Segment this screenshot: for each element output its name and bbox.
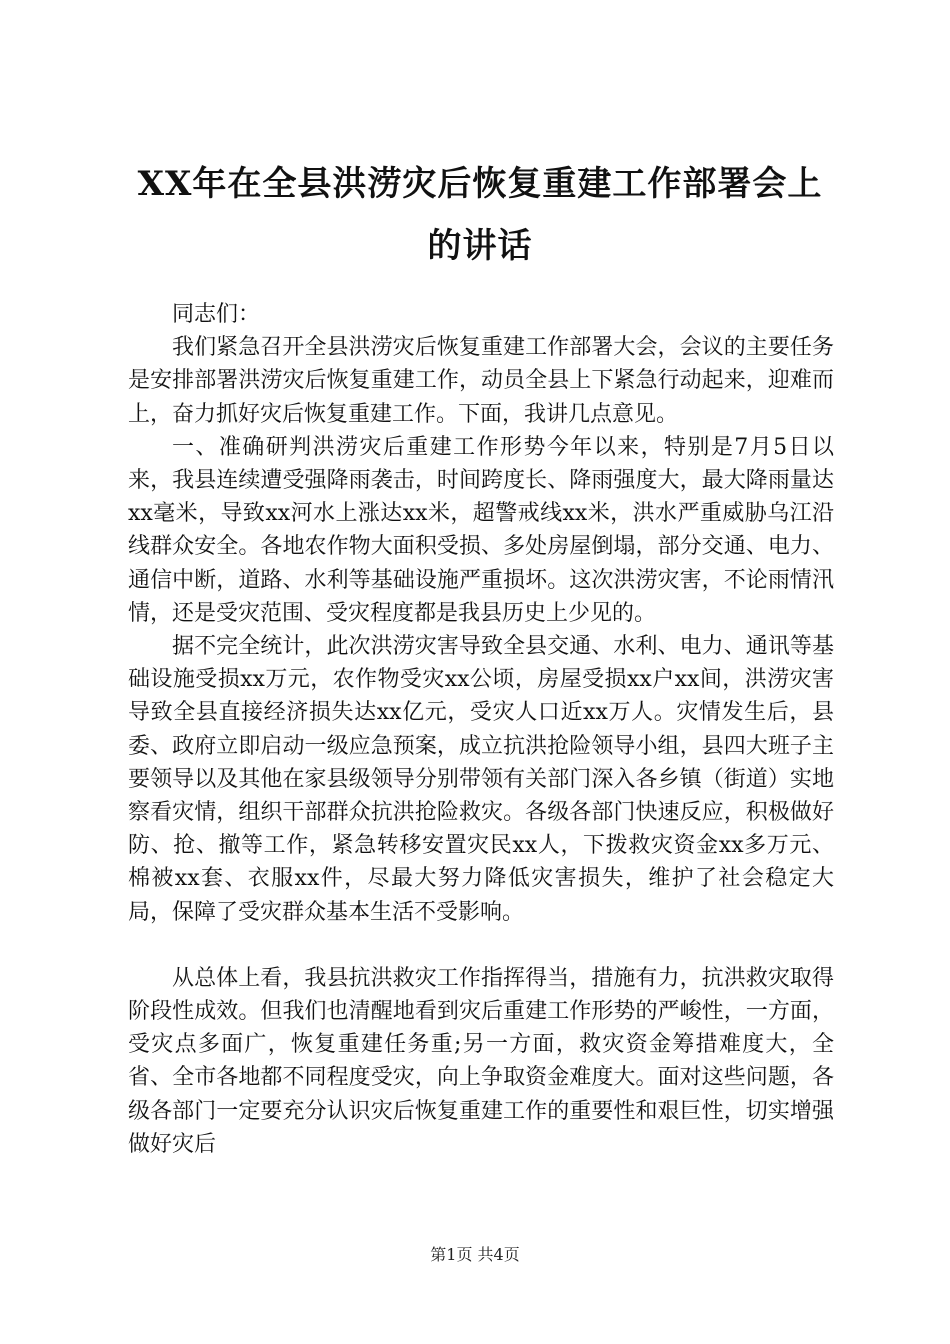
document-title-line-2: 的讲话 xyxy=(427,226,533,266)
document-title-line-1: XX年在全县洪涝灾后恢复重建工作部署会上 xyxy=(137,164,823,204)
body-paragraph: 一、准确研判洪涝灾后重建工作形势今年以来，特别是7月5日以来，我县连续遭受强降雨袭击，时间跨度长、降雨强度大，最大降雨量达xx毫米，导致xx河水上涨达xx米，超警戒线xx米，洪水严重威胁乌江沿线群众安全。各地农作物大面积受损、多处房屋倒塌，部分交通、电力、通信中断，道路、水利等基础设施严重损坏。这次洪涝灾害，不论雨情汛情，还是受灾范围、受灾程度都是我县历史上少见的。 xyxy=(128,434,834,626)
body-paragraph: 从总体上看，我县抗洪救灾工作指挥得当，措施有力，抗洪救灾取得阶段性成效。但我们也清醒地看到灾后重建工作形势的严峻性，一方面，受灾点多面广，恢复重建任务重;另一方面，救灾资金筹措难度大，全省、全市各地都不同程度受灾，向上争取资金难度大。面对这些问题，各级各部门一定要充分认识灾后恢复重建工作的重要性和艰巨性，切实增强做好灾后 xyxy=(128,965,834,1157)
page-number-footer: 第1页 共4页 xyxy=(430,1245,520,1264)
salutation: 同志们： xyxy=(172,302,261,327)
body-paragraph: 据不完全统计，此次洪涝灾害导致全县交通、水利、电力、通讯等基础设施受损xx万元，农作物受灾xx公顷，房屋受损xx户xx间，洪涝灾害导致全县直接经济损失达xx亿元，受灾人口近xx万人。灾情发生后，县委、政府立即启动一级应急预案，成立抗洪抢险领导小组，县四大班子主要领导以及其他在家县级领导分别带领有关部门深入各乡镇（街道）实地察看灾情，组织干部群众抗洪抢险救灾。各级各部门快速反应，积极做好防、抢、撤等工作，紧急转移安置灾民xx人，下拨救灾资金xx多万元、棉被xx套、衣服xx件，尽最大努力降低灾害损失，维护了社会稳定大局，保障了受灾群众基本生活不受影响。 xyxy=(128,634,834,925)
document-body xyxy=(128,298,834,1161)
body-paragraph: 我们紧急召开全县洪涝灾后恢复重建工作部署大会，会议的主要任务是安排部署洪涝灾后恢复重建工作，动员全县上下紧急行动起来，迎难而上，奋力抓好灾后恢复重建工作。下面，我讲几点意见。 xyxy=(128,335,834,427)
